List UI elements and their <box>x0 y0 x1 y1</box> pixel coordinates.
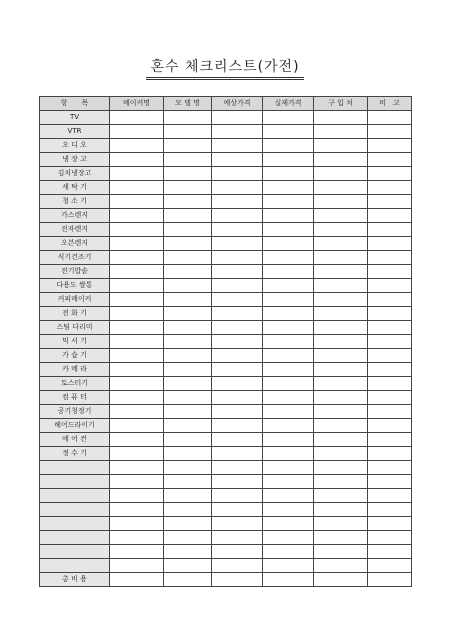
table-cell[interactable] <box>368 237 412 251</box>
table-cell[interactable] <box>368 153 412 167</box>
table-row <box>40 251 412 265</box>
table-cell[interactable] <box>164 153 212 167</box>
table-cell[interactable] <box>368 335 412 349</box>
table-row <box>40 335 412 349</box>
item-label: 커피메이커 <box>40 293 110 307</box>
table-cell[interactable] <box>212 279 263 293</box>
item-label <box>40 489 110 503</box>
table-cell[interactable] <box>164 517 212 531</box>
item-label: 청 소 기 <box>40 195 110 209</box>
table-cell[interactable] <box>110 265 164 279</box>
table-cell[interactable] <box>110 167 164 181</box>
table-row <box>40 503 412 517</box>
table-row <box>40 363 412 377</box>
table-row <box>40 139 412 153</box>
table-cell[interactable] <box>212 125 263 139</box>
table-cell[interactable] <box>263 405 314 419</box>
table-cell[interactable] <box>368 223 412 237</box>
table-cell[interactable] <box>212 237 263 251</box>
table-cell[interactable] <box>263 195 314 209</box>
table-cell[interactable] <box>263 139 314 153</box>
table-cell[interactable] <box>164 475 212 489</box>
table-cell[interactable] <box>314 363 368 377</box>
table-cell[interactable] <box>368 265 412 279</box>
table-cell[interactable] <box>110 461 164 475</box>
table-cell[interactable] <box>263 573 314 587</box>
table-cell[interactable] <box>263 167 314 181</box>
table-cell[interactable] <box>110 405 164 419</box>
table-cell[interactable] <box>263 209 314 223</box>
item-label <box>40 559 110 573</box>
table-cell[interactable] <box>110 293 164 307</box>
table-cell[interactable] <box>164 377 212 391</box>
table-cell[interactable] <box>164 573 212 587</box>
table-cell[interactable] <box>164 489 212 503</box>
table-cell[interactable] <box>164 251 212 265</box>
table-cell[interactable] <box>212 545 263 559</box>
table-cell[interactable] <box>110 559 164 573</box>
table-cell[interactable] <box>314 475 368 489</box>
table-cell[interactable] <box>314 503 368 517</box>
table-cell[interactable] <box>212 349 263 363</box>
item-label: 세 탁 기 <box>40 181 110 195</box>
item-label <box>40 531 110 545</box>
table-cell[interactable] <box>368 181 412 195</box>
table-row <box>40 195 412 209</box>
table-cell[interactable] <box>263 293 314 307</box>
table-cell[interactable] <box>110 391 164 405</box>
table-cell[interactable] <box>263 391 314 405</box>
table-cell[interactable] <box>110 573 164 587</box>
table-cell[interactable] <box>314 391 368 405</box>
table-cell[interactable] <box>263 111 314 125</box>
table-cell[interactable] <box>110 111 164 125</box>
table-cell[interactable] <box>164 405 212 419</box>
table-cell[interactable] <box>368 377 412 391</box>
table-cell[interactable] <box>110 349 164 363</box>
item-label: 헤어드라이기 <box>40 419 110 433</box>
table-cell[interactable] <box>314 125 368 139</box>
table-cell[interactable] <box>110 321 164 335</box>
table-row <box>40 433 412 447</box>
table-row <box>40 237 412 251</box>
table-cell[interactable] <box>368 489 412 503</box>
table-cell[interactable] <box>314 433 368 447</box>
table-cell[interactable] <box>314 167 368 181</box>
table-cell[interactable] <box>314 265 368 279</box>
table-cell[interactable] <box>212 475 263 489</box>
header-model: 모 델 명 <box>164 97 212 111</box>
table-cell[interactable] <box>110 489 164 503</box>
table-cell[interactable] <box>164 531 212 545</box>
table-cell[interactable] <box>314 223 368 237</box>
item-label: 컴 퓨 터 <box>40 391 110 405</box>
header-store: 구 입 처 <box>314 97 368 111</box>
table-cell[interactable] <box>314 405 368 419</box>
table-cell[interactable] <box>164 237 212 251</box>
table-cell[interactable] <box>164 279 212 293</box>
table-cell[interactable] <box>368 573 412 587</box>
table-cell[interactable] <box>212 167 263 181</box>
item-label: 전자렌지 <box>40 223 110 237</box>
table-row <box>40 545 412 559</box>
table-cell[interactable] <box>164 461 212 475</box>
table-cell[interactable] <box>263 531 314 545</box>
table-row <box>40 475 412 489</box>
table-cell[interactable] <box>164 167 212 181</box>
table-cell[interactable] <box>263 447 314 461</box>
header-actual-price: 실제가격 <box>263 97 314 111</box>
item-label: 가스렌지 <box>40 209 110 223</box>
table-cell[interactable] <box>212 503 263 517</box>
table-cell[interactable] <box>314 153 368 167</box>
table-cell[interactable] <box>110 419 164 433</box>
table-cell[interactable] <box>110 279 164 293</box>
table-cell[interactable] <box>314 335 368 349</box>
table-cell[interactable] <box>212 181 263 195</box>
table-cell[interactable] <box>212 447 263 461</box>
table-body <box>40 111 412 573</box>
table-cell[interactable] <box>110 195 164 209</box>
item-label: 냉 장 고 <box>40 153 110 167</box>
item-label: VTR <box>40 125 110 139</box>
table-cell[interactable] <box>368 531 412 545</box>
header-maker: 메이커명 <box>110 97 164 111</box>
table-cell[interactable] <box>212 335 263 349</box>
table-cell[interactable] <box>110 433 164 447</box>
table-cell[interactable] <box>263 335 314 349</box>
table-cell[interactable] <box>314 349 368 363</box>
table-row <box>40 167 412 181</box>
table-cell[interactable] <box>164 307 212 321</box>
item-label: 에 어 컨 <box>40 433 110 447</box>
table-cell[interactable] <box>263 545 314 559</box>
table-cell[interactable] <box>164 181 212 195</box>
table-cell[interactable] <box>164 209 212 223</box>
item-label: 김치냉장고 <box>40 167 110 181</box>
table-cell[interactable] <box>212 517 263 531</box>
table-cell[interactable] <box>263 433 314 447</box>
table-cell[interactable] <box>164 559 212 573</box>
table-cell[interactable] <box>314 139 368 153</box>
table-cell[interactable] <box>164 321 212 335</box>
table-cell[interactable] <box>212 209 263 223</box>
table-cell[interactable] <box>368 391 412 405</box>
item-label: 식기건조기 <box>40 251 110 265</box>
table-cell[interactable] <box>368 349 412 363</box>
table-cell[interactable] <box>212 559 263 573</box>
table-cell[interactable] <box>110 363 164 377</box>
table-cell[interactable] <box>368 139 412 153</box>
table-cell[interactable] <box>314 321 368 335</box>
table-cell[interactable] <box>212 391 263 405</box>
table-row <box>40 153 412 167</box>
item-label: TV <box>40 111 110 125</box>
table-cell[interactable] <box>110 531 164 545</box>
table-row <box>40 279 412 293</box>
table-cell[interactable] <box>212 573 263 587</box>
table-cell[interactable] <box>164 545 212 559</box>
table-cell[interactable] <box>368 447 412 461</box>
table-cell[interactable] <box>212 377 263 391</box>
table-cell[interactable] <box>314 209 368 223</box>
table-cell[interactable] <box>164 293 212 307</box>
table-cell[interactable] <box>368 195 412 209</box>
table-row <box>40 391 412 405</box>
table-cell[interactable] <box>110 209 164 223</box>
table-cell[interactable] <box>314 531 368 545</box>
table-cell[interactable] <box>314 307 368 321</box>
table-cell[interactable] <box>314 545 368 559</box>
table-cell[interactable] <box>212 139 263 153</box>
table-cell[interactable] <box>110 153 164 167</box>
table-cell[interactable] <box>368 405 412 419</box>
table-cell[interactable] <box>164 349 212 363</box>
table-row <box>40 223 412 237</box>
table-cell[interactable] <box>314 447 368 461</box>
total-row <box>40 573 412 587</box>
table-cell[interactable] <box>212 195 263 209</box>
table-row <box>40 419 412 433</box>
table-cell[interactable] <box>368 307 412 321</box>
table-cell[interactable] <box>263 517 314 531</box>
table-cell[interactable] <box>164 419 212 433</box>
table-cell[interactable] <box>368 419 412 433</box>
table-cell[interactable] <box>110 125 164 139</box>
table-row <box>40 181 412 195</box>
table-cell[interactable] <box>110 517 164 531</box>
table-row <box>40 517 412 531</box>
table-cell[interactable] <box>110 377 164 391</box>
table-cell[interactable] <box>314 489 368 503</box>
table-row <box>40 447 412 461</box>
table-cell[interactable] <box>368 279 412 293</box>
table-cell[interactable] <box>110 237 164 251</box>
table-row <box>40 559 412 573</box>
table-cell[interactable] <box>263 279 314 293</box>
table-row <box>40 293 412 307</box>
table-row <box>40 461 412 475</box>
table-cell[interactable] <box>263 489 314 503</box>
table-cell[interactable] <box>314 181 368 195</box>
table-row <box>40 377 412 391</box>
table-cell[interactable] <box>368 209 412 223</box>
table-cell[interactable] <box>368 251 412 265</box>
table-cell[interactable] <box>263 321 314 335</box>
table-cell[interactable] <box>263 419 314 433</box>
item-label: 오 디 오 <box>40 139 110 153</box>
table-row <box>40 349 412 363</box>
table-cell[interactable] <box>314 377 368 391</box>
table-cell[interactable] <box>212 293 263 307</box>
table-row <box>40 531 412 545</box>
table-cell[interactable] <box>212 489 263 503</box>
table-row <box>40 125 412 139</box>
item-label <box>40 475 110 489</box>
table-cell[interactable] <box>263 363 314 377</box>
table-row <box>40 265 412 279</box>
table-cell[interactable] <box>263 223 314 237</box>
table-cell[interactable] <box>164 363 212 377</box>
table-row <box>40 209 412 223</box>
item-label <box>40 503 110 517</box>
table-cell[interactable] <box>164 335 212 349</box>
table-row <box>40 405 412 419</box>
table-cell[interactable] <box>263 461 314 475</box>
table-cell[interactable] <box>263 125 314 139</box>
header-expected-price: 예상가격 <box>212 97 263 111</box>
table-cell[interactable] <box>263 153 314 167</box>
table-cell[interactable] <box>212 111 263 125</box>
table-cell[interactable] <box>263 503 314 517</box>
table-cell[interactable] <box>314 111 368 125</box>
table-cell[interactable] <box>314 517 368 531</box>
table-cell[interactable] <box>368 475 412 489</box>
table-cell[interactable] <box>212 363 263 377</box>
item-label: 공기청정기 <box>40 405 110 419</box>
table-cell[interactable] <box>263 307 314 321</box>
table-cell[interactable] <box>368 461 412 475</box>
table-cell[interactable] <box>164 433 212 447</box>
table-cell[interactable] <box>314 237 368 251</box>
item-label: 전 화 기 <box>40 307 110 321</box>
table-cell[interactable] <box>212 251 263 265</box>
table-cell[interactable] <box>110 251 164 265</box>
table-row <box>40 111 412 125</box>
item-label: 오븐렌지 <box>40 237 110 251</box>
table-cell[interactable] <box>314 559 368 573</box>
item-label: 정 수 기 <box>40 447 110 461</box>
item-label: 가 습 기 <box>40 349 110 363</box>
table-cell[interactable] <box>263 475 314 489</box>
table-cell[interactable] <box>212 461 263 475</box>
table-cell[interactable] <box>368 503 412 517</box>
table-cell[interactable] <box>212 433 263 447</box>
table-cell[interactable] <box>212 419 263 433</box>
item-label: 믹 서 기 <box>40 335 110 349</box>
table-cell[interactable] <box>314 461 368 475</box>
item-label: 스팀 다리미 <box>40 321 110 335</box>
table-cell[interactable] <box>164 195 212 209</box>
table-cell[interactable] <box>164 223 212 237</box>
title-area <box>0 56 450 80</box>
item-label: 다용도 쌀통 <box>40 279 110 293</box>
table-cell[interactable] <box>212 405 263 419</box>
total-label: 총 비 용 <box>40 573 110 587</box>
table-cell[interactable] <box>212 531 263 545</box>
table-cell[interactable] <box>263 377 314 391</box>
table-cell[interactable] <box>263 237 314 251</box>
table-cell[interactable] <box>212 321 263 335</box>
table-cell[interactable] <box>110 335 164 349</box>
table-cell[interactable] <box>110 447 164 461</box>
table-cell[interactable] <box>212 223 263 237</box>
checklist-table <box>39 96 412 587</box>
table-cell[interactable] <box>110 307 164 321</box>
table-cell[interactable] <box>368 545 412 559</box>
table-cell[interactable] <box>314 419 368 433</box>
table-cell[interactable] <box>164 139 212 153</box>
table-cell[interactable] <box>368 125 412 139</box>
table-cell[interactable] <box>110 139 164 153</box>
table-cell[interactable] <box>212 153 263 167</box>
item-label: 토스터기 <box>40 377 110 391</box>
table-cell[interactable] <box>164 265 212 279</box>
table-cell[interactable] <box>314 279 368 293</box>
table-cell[interactable] <box>368 517 412 531</box>
table-row <box>40 321 412 335</box>
table-cell[interactable] <box>263 265 314 279</box>
item-label <box>40 545 110 559</box>
item-label: 카 메 라 <box>40 363 110 377</box>
table-cell[interactable] <box>263 181 314 195</box>
table-cell[interactable] <box>110 181 164 195</box>
item-label: 전기밥솥 <box>40 265 110 279</box>
table-cell[interactable] <box>314 251 368 265</box>
table-cell[interactable] <box>368 363 412 377</box>
table-row <box>40 489 412 503</box>
table-cell[interactable] <box>110 545 164 559</box>
table-row <box>40 307 412 321</box>
table-cell[interactable] <box>368 167 412 181</box>
header-note: 비 고 <box>368 97 412 111</box>
table-cell[interactable] <box>110 475 164 489</box>
table-cell[interactable] <box>164 111 212 125</box>
table-cell[interactable] <box>164 503 212 517</box>
page-title: 혼수 체크리스트(가전) <box>146 58 303 80</box>
table-cell[interactable] <box>314 195 368 209</box>
table-cell[interactable] <box>368 433 412 447</box>
table-cell[interactable] <box>212 265 263 279</box>
table-cell[interactable] <box>164 447 212 461</box>
table-cell[interactable] <box>263 559 314 573</box>
table-cell[interactable] <box>164 391 212 405</box>
table-cell[interactable] <box>368 321 412 335</box>
table-cell[interactable] <box>110 223 164 237</box>
item-label <box>40 517 110 531</box>
table-cell[interactable] <box>212 307 263 321</box>
table-cell[interactable] <box>368 111 412 125</box>
table-cell[interactable] <box>368 293 412 307</box>
table-cell[interactable] <box>314 573 368 587</box>
header-row <box>40 97 412 111</box>
header-item: 항 목 <box>40 97 110 111</box>
item-label <box>40 461 110 475</box>
table-cell[interactable] <box>314 293 368 307</box>
table-cell[interactable] <box>263 349 314 363</box>
table-cell[interactable] <box>368 559 412 573</box>
table-cell[interactable] <box>164 125 212 139</box>
table-cell[interactable] <box>110 503 164 517</box>
table-cell[interactable] <box>263 251 314 265</box>
